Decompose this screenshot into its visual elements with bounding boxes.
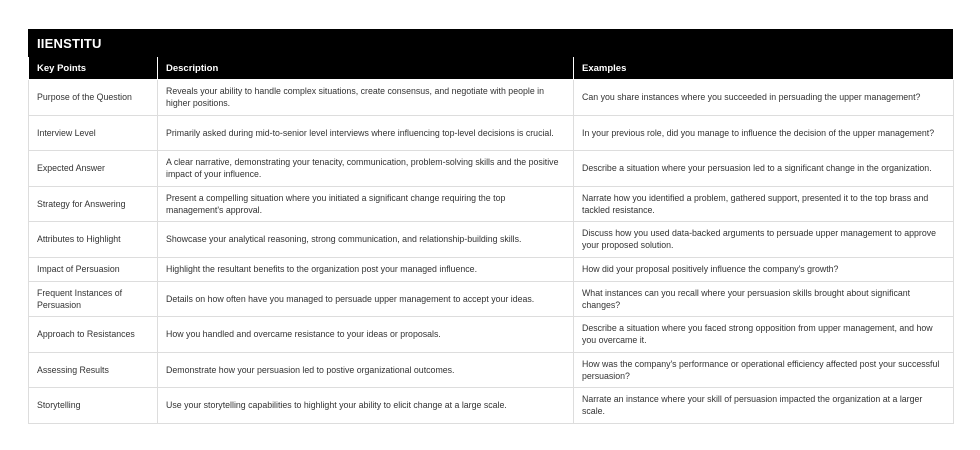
key-points-table bbox=[28, 57, 954, 424]
table-row bbox=[29, 80, 954, 116]
cell-example: Describe a situation where you faced strong opposition from upper management, and how you overcame it. bbox=[574, 317, 954, 353]
cell-key-point: Impact of Persuasion bbox=[29, 257, 158, 281]
brand-banner bbox=[28, 29, 953, 57]
cell-key-point: Strategy for Answering bbox=[29, 186, 158, 222]
cell-description: Present a compelling situation where you initiated a significant change requiring the top management's approval. bbox=[158, 186, 574, 222]
table-row bbox=[29, 115, 954, 151]
brand-title: IIENSTITU bbox=[37, 36, 102, 51]
header-description: Description bbox=[158, 57, 574, 80]
table-row bbox=[29, 222, 954, 258]
cell-key-point: Attributes to Highlight bbox=[29, 222, 158, 258]
cell-example: Discuss how you used data-backed arguments to persuade upper management to approve your proposed solution. bbox=[574, 222, 954, 258]
cell-key-point: Frequent Instances of Persuasion bbox=[29, 281, 158, 317]
header-key-points: Key Points bbox=[29, 57, 158, 80]
cell-key-point: Purpose of the Question bbox=[29, 80, 158, 116]
cell-example: What instances can you recall where your persuasion skills brought about significant changes? bbox=[574, 281, 954, 317]
cell-description: Highlight the resultant benefits to the organization post your managed influence. bbox=[158, 257, 574, 281]
cell-example: Can you share instances where you succeeded in persuading the upper management? bbox=[574, 80, 954, 116]
header-examples: Examples bbox=[574, 57, 954, 80]
cell-description: A clear narrative, demonstrating your tenacity, communication, problem-solving skills and the positive impact of your influence. bbox=[158, 151, 574, 187]
table-header-row bbox=[29, 57, 954, 80]
table-row bbox=[29, 352, 954, 388]
cell-description: Primarily asked during mid-to-senior level interviews where influencing top-level decisions is crucial. bbox=[158, 115, 574, 151]
cell-description: Reveals your ability to handle complex situations, create consensus, and negotiate with people in higher positions. bbox=[158, 80, 574, 116]
cell-key-point: Assessing Results bbox=[29, 352, 158, 388]
cell-example: How was the company's performance or operational efficiency affected post your successful persuasion? bbox=[574, 352, 954, 388]
cell-example: How did your proposal positively influence the company's growth? bbox=[574, 257, 954, 281]
content-table-container bbox=[28, 29, 953, 424]
cell-key-point: Expected Answer bbox=[29, 151, 158, 187]
table-row bbox=[29, 281, 954, 317]
cell-key-point: Interview Level bbox=[29, 115, 158, 151]
table-row bbox=[29, 151, 954, 187]
cell-key-point: Approach to Resistances bbox=[29, 317, 158, 353]
cell-example: Describe a situation where your persuasion led to a significant change in the organization. bbox=[574, 151, 954, 187]
cell-example: Narrate an instance where your skill of persuasion impacted the organization at a larger scale. bbox=[574, 388, 954, 424]
table-row bbox=[29, 317, 954, 353]
cell-key-point: Storytelling bbox=[29, 388, 158, 424]
table-row bbox=[29, 388, 954, 424]
cell-description: How you handled and overcame resistance to your ideas or proposals. bbox=[158, 317, 574, 353]
cell-description: Showcase your analytical reasoning, strong communication, and relationship-building skills. bbox=[158, 222, 574, 258]
cell-description: Use your storytelling capabilities to highlight your ability to elicit change at a large scale. bbox=[158, 388, 574, 424]
cell-example: In your previous role, did you manage to influence the decision of the upper management? bbox=[574, 115, 954, 151]
table-row bbox=[29, 257, 954, 281]
table-row bbox=[29, 186, 954, 222]
cell-description: Demonstrate how your persuasion led to postive organizational outcomes. bbox=[158, 352, 574, 388]
cell-description: Details on how often have you managed to persuade upper management to accept your ideas. bbox=[158, 281, 574, 317]
cell-example: Narrate how you identified a problem, gathered support, presented it to the top brass and tackled resistance. bbox=[574, 186, 954, 222]
